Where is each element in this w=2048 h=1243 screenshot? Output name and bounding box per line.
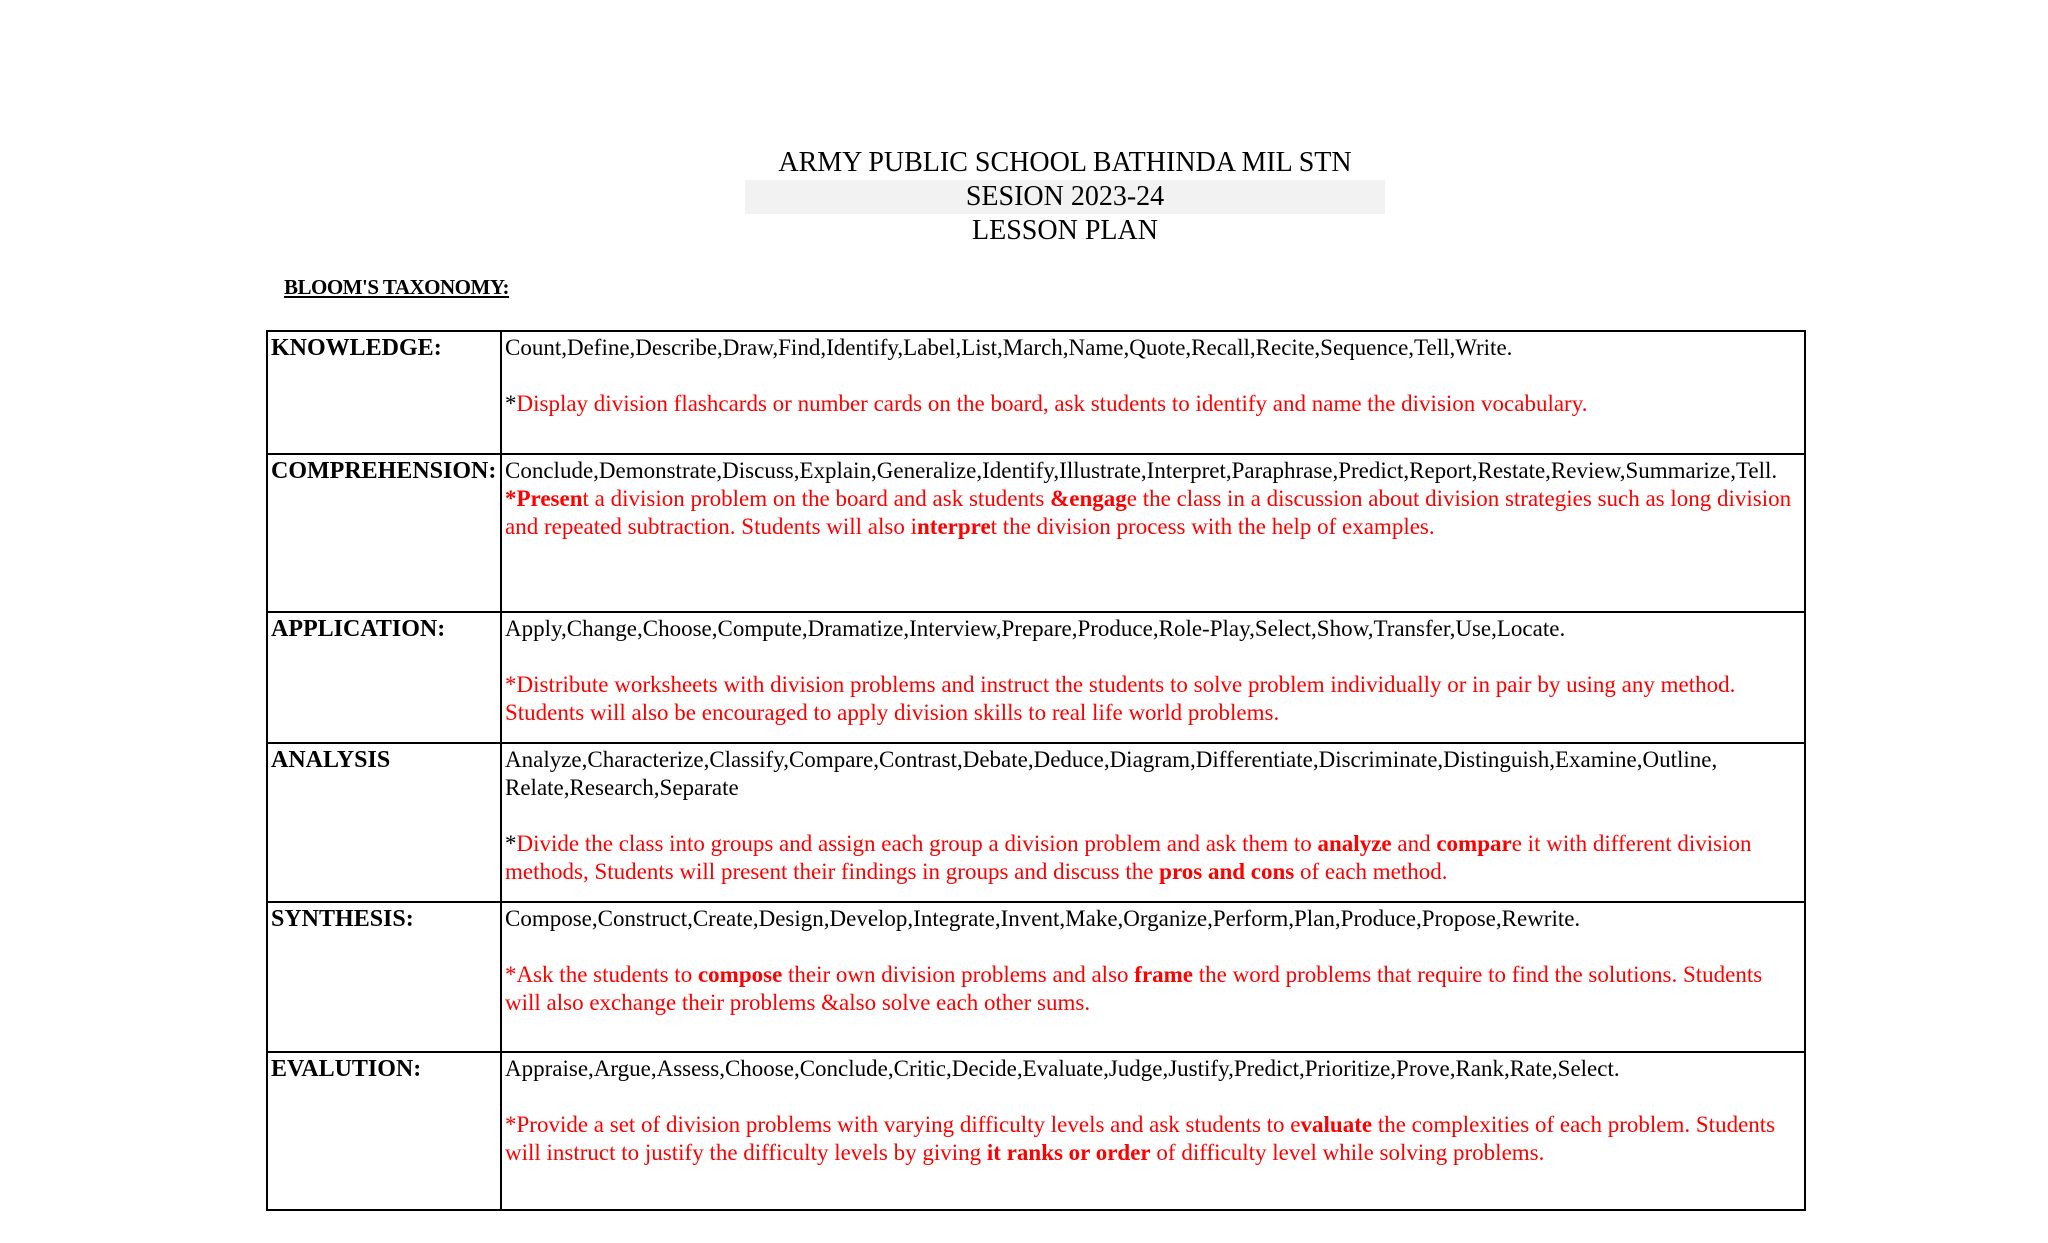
activity-text [505, 390, 1801, 418]
activity-text-part: of difficulty level while solving problems. [1150, 1140, 1545, 1165]
activity-text-part: e it with different division methods, Students will present their findings in groups and discuss the [505, 831, 1752, 884]
activity-bullet: * [505, 831, 517, 856]
level-content [501, 612, 1805, 743]
document-header [745, 146, 1385, 248]
activity-text-part: t a division problem on the board and ask students [582, 486, 1051, 511]
activity-bullet: * [505, 391, 517, 416]
activity-keyword: compose [697, 962, 783, 987]
activity-keyword: &engag [1050, 486, 1127, 511]
activity-keyword: compar [1436, 831, 1512, 856]
activity-text [505, 830, 1801, 886]
table-row-analysis [267, 743, 1805, 902]
document-type: LESSON PLAN [972, 215, 1158, 246]
level-label: ANALYSIS [267, 743, 501, 902]
action-verbs: Compose,Construct,Create,Design,Develop,Integrate,Invent,Make,Organize,Perform,Plan,Produce,Propose,Rewrite. [505, 906, 1581, 931]
activity-text-part: of each method. [1294, 859, 1448, 884]
activity-text-part: *Ask the students to [505, 962, 698, 987]
level-label: COMPREHENSION: [267, 454, 501, 612]
section-heading: BLOOM'S TAXONOMY: [284, 275, 510, 299]
table-row-application [267, 612, 1805, 743]
table-row-synthesis [267, 902, 1805, 1052]
activity-keyword: valuate [1300, 1112, 1373, 1137]
activity-text [505, 671, 1801, 727]
table-row-evaluation [267, 1052, 1805, 1210]
table-row-knowledge [267, 331, 1805, 454]
session-line: SESION 2023-24 [745, 180, 1385, 214]
level-label: EVALUTION: [267, 1052, 501, 1210]
activity-text [505, 961, 1801, 1017]
activity-text-part: e the class in a discussion about division strategies such as long division and repeated subtraction. Students will also i [505, 486, 1792, 539]
activity-keyword: nterpre [917, 514, 991, 539]
level-content [501, 902, 1805, 1052]
activity-text-part: their own division problems and also [782, 962, 1135, 987]
activity-text [505, 1111, 1801, 1167]
level-content [501, 1052, 1805, 1210]
action-verbs: Conclude,Demonstrate,Discuss,Explain,Generalize,Identify,Illustrate,Interpret,Paraphrase,Predict,Report,Restate,Review,Summarize,Tell. [505, 458, 1778, 483]
activity-keyword: analyze [1317, 831, 1392, 856]
level-content [501, 331, 1805, 454]
level-content [501, 454, 1805, 612]
level-label: SYNTHESIS: [267, 902, 501, 1052]
school-name: ARMY PUBLIC SCHOOL BATHINDA MIL STN [778, 147, 1352, 178]
activity-text [505, 485, 1801, 541]
activity-text-part: *Distribute worksheets with division problems and instruct the students to solve problem individually or in pair by using any method. Students will also be encouraged to apply division skills to real life world problems. [505, 672, 1736, 725]
action-verbs: Count,Define,Describe,Draw,Find,Identify,Label,List,March,Name,Quote,Recall,Recite,Sequence,Tell,Write. [505, 335, 1513, 360]
table-row-comprehension [267, 454, 1805, 612]
action-verbs: Appraise,Argue,Assess,Choose,Conclude,Critic,Decide,Evaluate,Judge,Justify,Predict,Prioritize,Prove,Rank,Rate,Select. [505, 1056, 1620, 1081]
activity-text-part: Divide the class into groups and assign each group a division problem and ask them to [516, 831, 1318, 856]
activity-keyword: *Presen [505, 486, 583, 511]
activity-text-part: the word problems that require to find the solutions. Students will also exchange their problems &also solve each other sums. [505, 962, 1763, 1015]
activity-text-part: *Provide a set of division problems with varying difficulty levels and ask students to e [505, 1112, 1301, 1137]
activity-keyword: frame [1134, 962, 1194, 987]
activity-text-part: Display division flashcards or number cards on the board, ask students to identify and name the division vocabulary. [516, 391, 1588, 416]
level-label: KNOWLEDGE: [267, 331, 501, 454]
action-verbs: Apply,Change,Choose,Compute,Dramatize,Interview,Prepare,Produce,Role-Play,Select,Show,Transfer,Use,Locate. [505, 616, 1566, 641]
action-verbs: Analyze,Characterize,Classify,Compare,Contrast,Debate,Deduce,Diagram,Differentiate,Discriminate,Distinguish,Examine,Outline, Relate,Research,Separate [505, 747, 1718, 800]
activity-text-part: the complexities of each problem. Students will instruct to justify the difficulty levels by giving [505, 1112, 1776, 1165]
level-content [501, 743, 1805, 902]
activity-text-part: t the division process with the help of examples. [990, 514, 1435, 539]
activity-text-part: and [1391, 831, 1437, 856]
blooms-taxonomy-table [266, 330, 1806, 1211]
level-label: APPLICATION: [267, 612, 501, 743]
activity-keyword: pros and cons [1159, 859, 1295, 884]
activity-keyword: it ranks or order [986, 1140, 1151, 1165]
